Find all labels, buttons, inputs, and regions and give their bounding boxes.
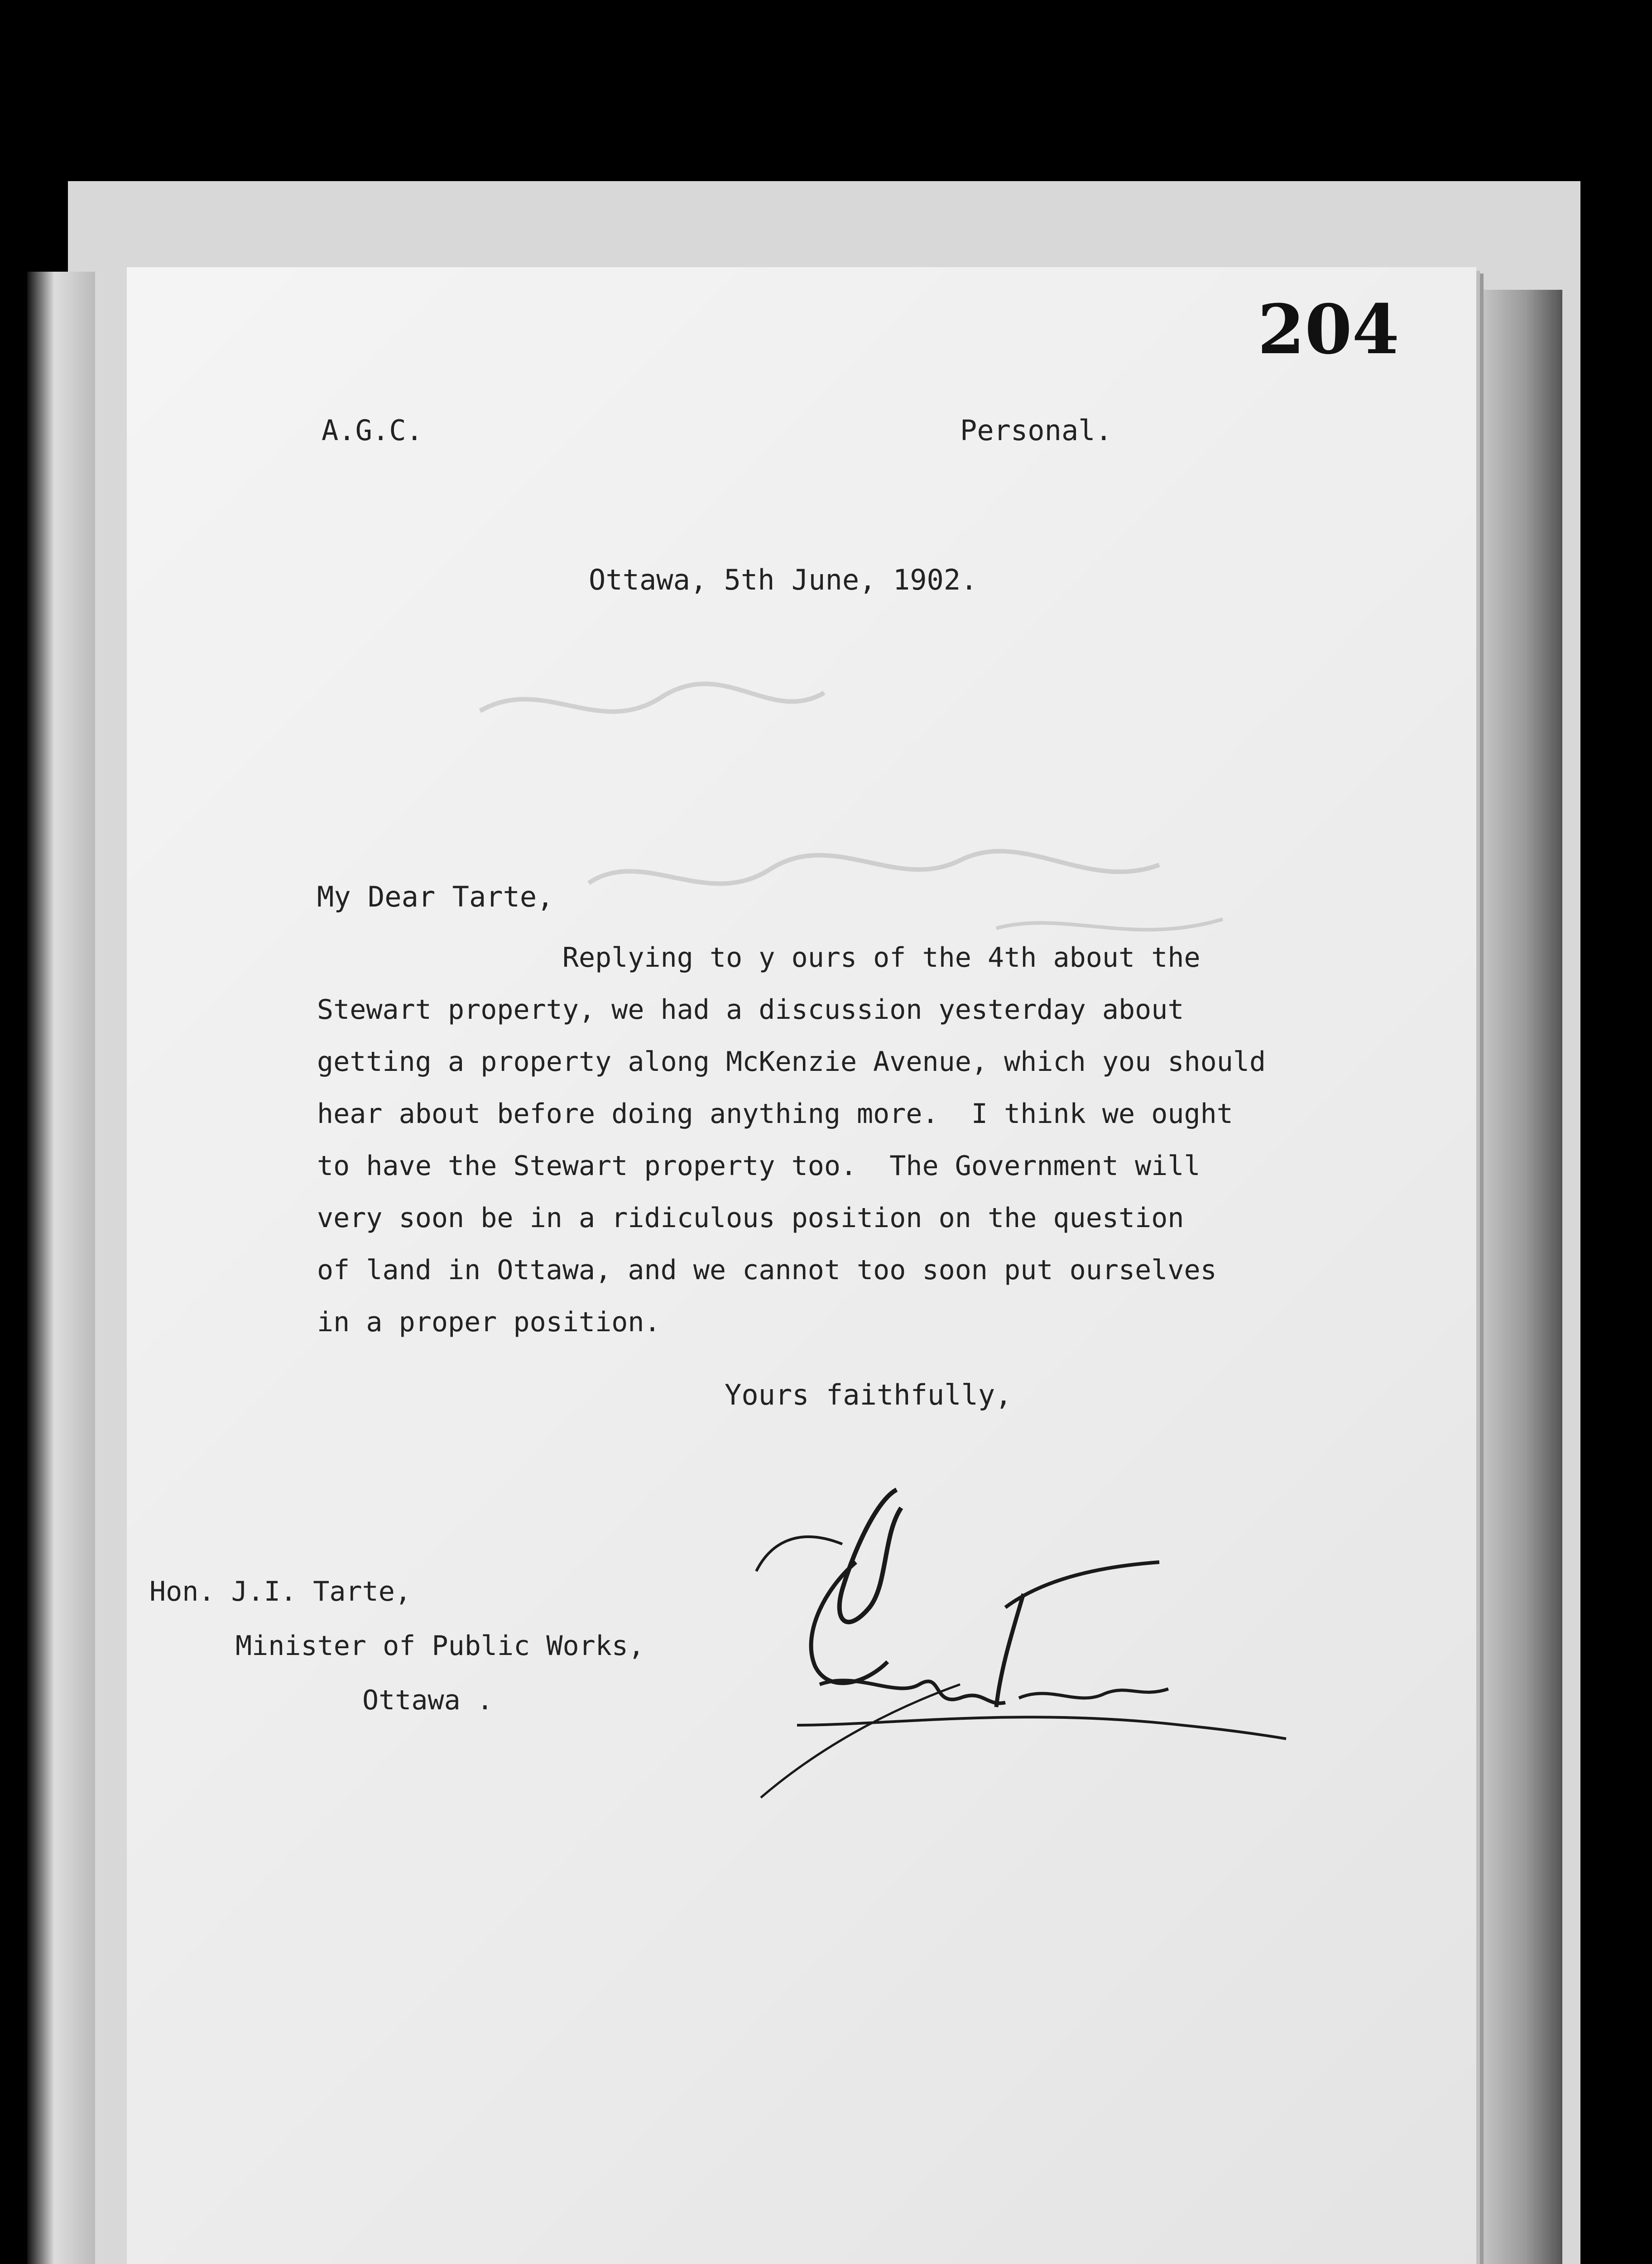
recipient-title: Minister of Public Works, bbox=[235, 1630, 645, 1662]
personal-marking: Personal. bbox=[960, 414, 1112, 447]
letter-body bbox=[317, 942, 1266, 1358]
handwritten-signature bbox=[706, 1472, 1295, 1825]
body-line: in a proper position. bbox=[317, 1306, 661, 1338]
body-line: hear about before doing anything more. I think we ought bbox=[317, 1098, 1233, 1130]
body-line: Stewart property, we had a discussion yesterday about bbox=[317, 994, 1184, 1026]
film-edge bbox=[27, 272, 95, 2264]
bleed-through-handwriting bbox=[453, 657, 1313, 951]
body-line: very soon be in a ridiculous position on the question bbox=[317, 1202, 1184, 1234]
salutation: My Dear Tarte, bbox=[317, 880, 554, 913]
body-line: getting a property along McKenzie Avenue, which you should bbox=[317, 1046, 1266, 1078]
reference-code: A.G.C. bbox=[322, 414, 423, 447]
page-stack-shadow bbox=[1472, 290, 1562, 2264]
recipient-city: Ottawa . bbox=[362, 1684, 493, 1716]
body-line: Replying to y ours of the 4th about the bbox=[317, 942, 1201, 974]
page-number: 204 bbox=[1257, 290, 1399, 369]
body-line: to have the Stewart property too. The Government will bbox=[317, 1150, 1201, 1182]
closing: Yours faithfully, bbox=[725, 1378, 1012, 1411]
body-line: of land in Ottawa, and we cannot too soon put ourselves bbox=[317, 1254, 1217, 1286]
date-line: Ottawa, 5th June, 1902. bbox=[589, 563, 978, 596]
recipient-name: Hon. J.I. Tarte, bbox=[149, 1576, 411, 1607]
